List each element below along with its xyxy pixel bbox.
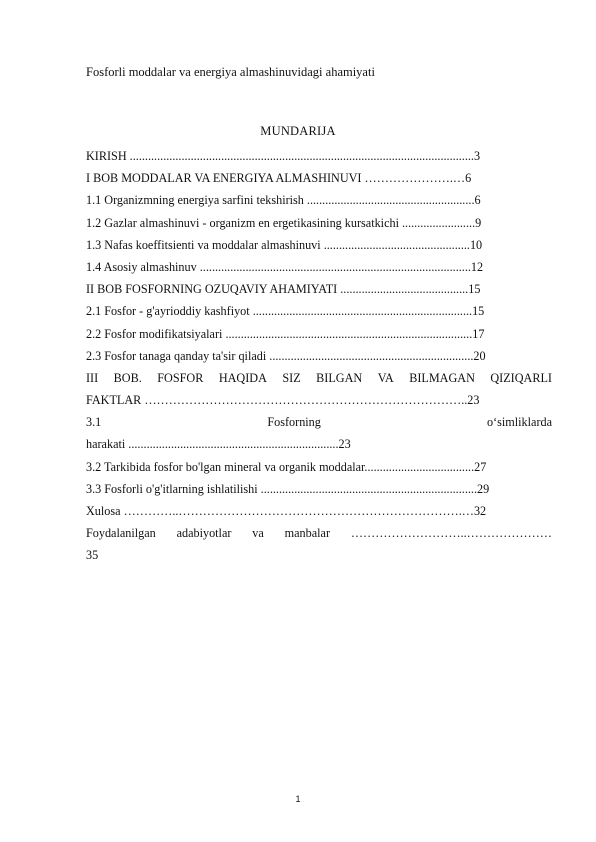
toc-entry-chapter-3-line2: FAKTLAR ……………………………………………………………………..23 bbox=[86, 393, 480, 408]
toc-entry-bibliography-line1 bbox=[86, 526, 552, 540]
toc-entry-3-1-line2: harakati .....................................................................23 bbox=[86, 437, 351, 452]
toc-word: QIZIQARLI bbox=[490, 370, 552, 385]
toc-word: BOB. bbox=[113, 370, 142, 385]
toc-word: BILGAN bbox=[316, 370, 363, 385]
toc-entry-2-3: 2.3 Fosfor tanaga qanday ta'sir qiladi ...................................................................20 bbox=[86, 348, 486, 363]
toc-heading: MUNDARIJA bbox=[260, 124, 336, 138]
toc-word: ………………………..………………… bbox=[350, 526, 552, 541]
toc-entry-3-2: 3.2 Tarkibida fosfor bo'lgan mineral va organik moddalar....................................27 bbox=[86, 459, 487, 474]
toc-word: adabiyotlar bbox=[176, 526, 232, 541]
toc-word: BILMAGAN bbox=[409, 370, 475, 385]
toc-entry-chapter-2: II BOB FOSFORNING OZUQAVIY AHAMIYATI ..........................................15 bbox=[86, 282, 481, 297]
toc-word: o‘simliklarda bbox=[487, 415, 552, 430]
table-of-contents bbox=[86, 149, 552, 571]
toc-entry-chapter-3-line1 bbox=[86, 371, 552, 385]
toc-word: SIZ bbox=[282, 370, 301, 385]
toc-word: III bbox=[86, 370, 99, 385]
toc-entry-2-2: 2.2 Fosfor modifikatsiyalari .................................................................................17 bbox=[86, 326, 485, 341]
toc-word: Foydalanilgan bbox=[86, 526, 156, 541]
toc-entry-chapter-1: I BOB MODDALAR VA ENERGIYA ALMASHINUVI ………………….…6 bbox=[86, 171, 472, 186]
toc-word: va bbox=[252, 526, 264, 541]
toc-word: VA bbox=[377, 370, 394, 385]
toc-word: manbalar bbox=[284, 526, 330, 541]
toc-entry-1-4: 1.4 Asosiy almashinuv .........................................................................................12 bbox=[86, 259, 484, 274]
toc-word: HAQIDA bbox=[218, 370, 267, 385]
toc-word: Fosforning bbox=[267, 415, 321, 430]
toc-word: 3.1 bbox=[86, 415, 102, 430]
toc-entry-1-1: 1.1 Organizmning energiya sarfini tekshirish .......................................................6 bbox=[86, 193, 481, 208]
toc-entry-1-3: 1.3 Nafas koeffitsienti va moddalar almashinuvi ................................................10 bbox=[86, 237, 483, 252]
toc-word: FOSFOR bbox=[157, 370, 204, 385]
page-number: 1 bbox=[295, 794, 301, 804]
toc-entry-3-1-line1 bbox=[86, 415, 552, 429]
toc-entry-xulosa: Xulosa …………..…………………………………………………………….…32 bbox=[86, 504, 487, 518]
toc-entry-kirish: KIRISH .................................................................................................................3 bbox=[86, 149, 481, 163]
document-title: Fosforli moddalar va energiya almashinuvidagi ahamiyati bbox=[86, 65, 375, 79]
toc-entry-1-2: 1.2 Gazlar almashinuvi - organizm en ergetikasining kursatkichi ........................9 bbox=[86, 215, 482, 230]
toc-entry-2-1: 2.1 Fosfor - g'ayrioddiy kashfiyot ........................................................................15 bbox=[86, 304, 485, 319]
toc-entry-bibliography-line2: 35 bbox=[86, 548, 99, 563]
toc-entry-3-3: 3.3 Fosforli o'g'itlarning ishlatilishi .......................................................................29 bbox=[86, 481, 490, 496]
